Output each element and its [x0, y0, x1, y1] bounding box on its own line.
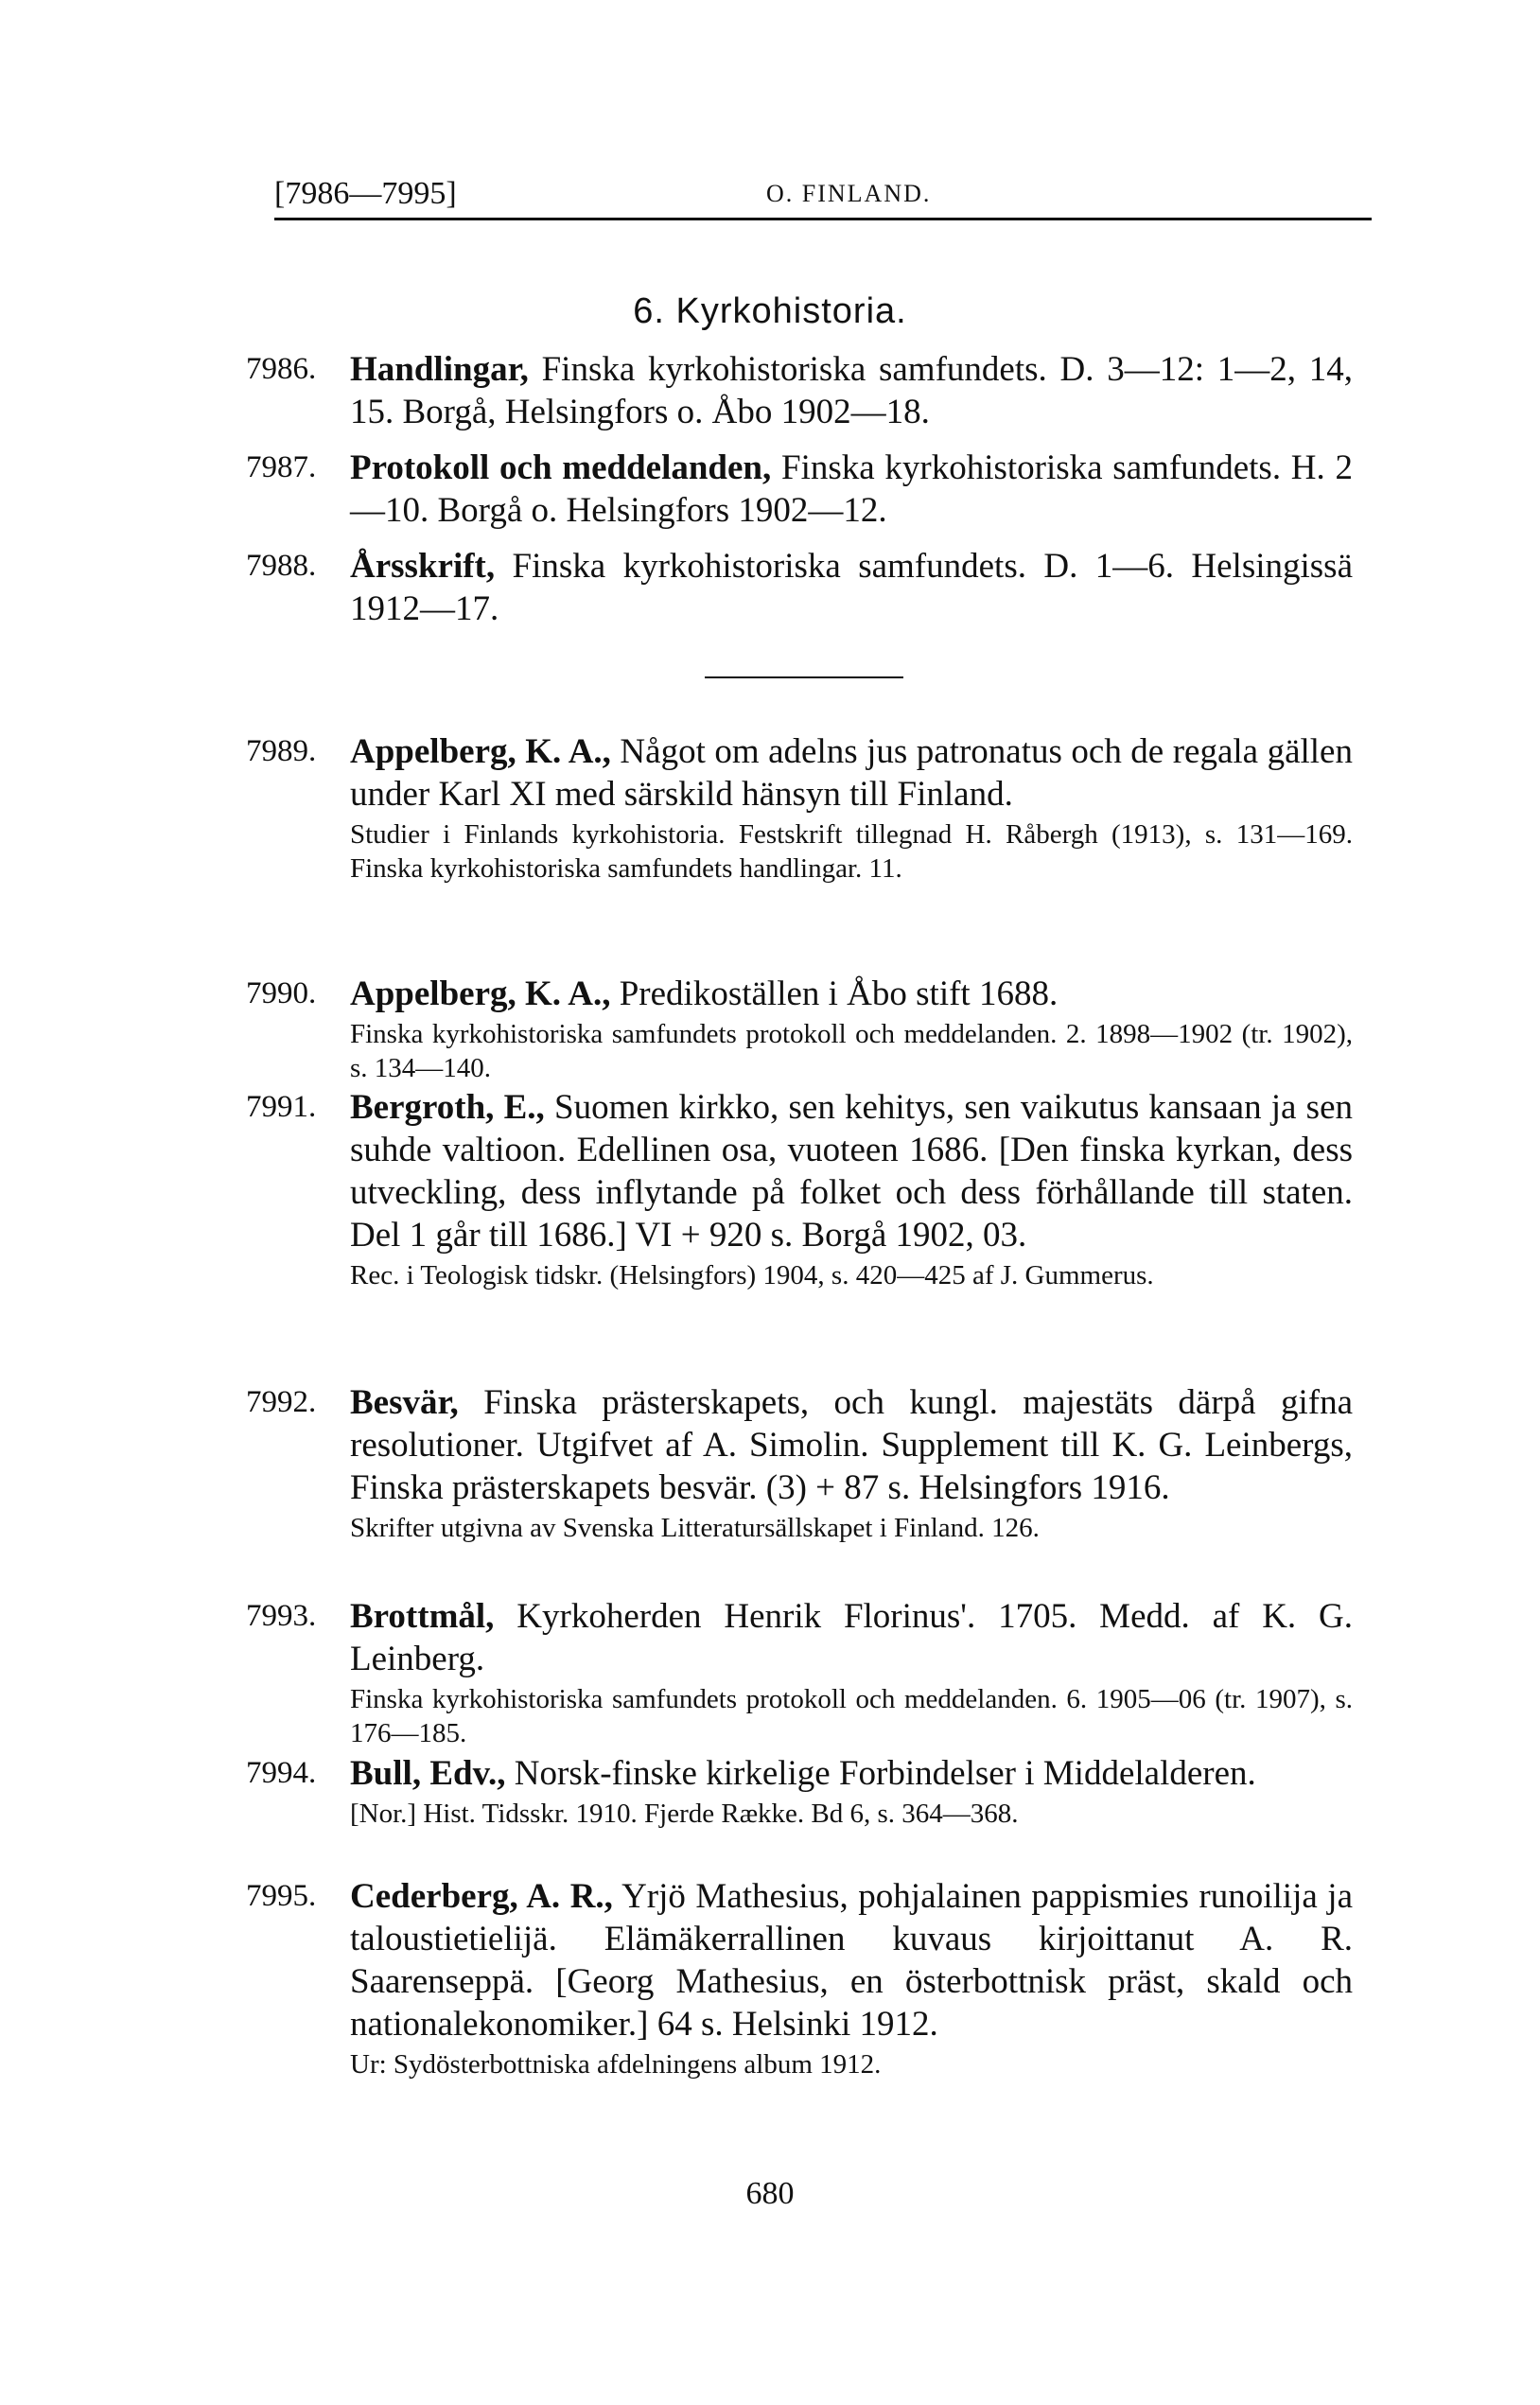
entry-body	[350, 545, 1353, 630]
entry-note: Finska kyrkohistoriska samfundets protokoll och meddelanden. 6. 1905—06 (tr. 1907), s. 176—185.	[350, 1684, 1353, 1748]
entry-text: Norsk-finske kirkelige Forbindelser i Middelalderen.	[505, 1754, 1256, 1793]
entry-heading: Appelberg, K. A.,	[350, 974, 611, 1013]
entry-text: Finska prästerskapets, och kungl. majestäts därpå gifna resolutioner. Utgifvet af A. Simolin. Supplement till K. G. Leinbergs, Finska prästerskapets besvär. (3) + 87 s. Helsingfors 1916.	[350, 1383, 1353, 1507]
entry-text: Något om adelns jus patronatus och de regala gällen under Karl XI med särskild hänsyn till Finland.	[350, 732, 1353, 814]
entry-note: Skrifter utgivna av Svenska Litteratursällskapet i Finland. 126.	[350, 1513, 1040, 1543]
entry-text: Finska kyrkohistoriska samfundets. D. 1—6. Helsingissä 1912—17.	[350, 547, 1353, 628]
entry-body	[350, 1595, 1353, 1680]
entry-heading: Bergroth, E.,	[350, 1088, 545, 1127]
entry-number: 7988.	[246, 549, 317, 583]
bibliography-entry	[246, 730, 1353, 886]
bibliography-entry	[246, 1875, 1353, 2081]
entry-note: Ur: Sydösterbottniska afdelningens album 1912.	[350, 2049, 882, 2080]
entry-body	[350, 1752, 1353, 1795]
entry-heading: Protokoll och meddelanden,	[350, 448, 772, 487]
entry-body	[350, 730, 1353, 816]
entry-note: Rec. i Teologisk tidskr. (Helsingfors) 1904, s. 420—425 af J. Gummerus.	[350, 1260, 1154, 1290]
entry-text: Finska kyrkohistoriska samfundets. D. 3—12: 1—2, 14, 15. Borgå, Helsingfors o. Åbo 1902—18.	[350, 350, 1353, 431]
entry-number: 7995.	[246, 1879, 317, 1913]
entry-note: Studier i Finlands kyrkohistoria. Festskrift tillegnad H. Råbergh (1913), s. 131—169. Finska kyrkohistoriska samfundets handlingar. 11.	[350, 819, 1353, 884]
entry-text: Predikoställen i Åbo stift 1688.	[610, 974, 1059, 1013]
entry-heading: Årsskrift,	[350, 547, 496, 586]
bibliography-entry	[246, 348, 1353, 433]
section-title: 6. Kyrkohistoria.	[633, 291, 907, 331]
entry-range: [7986—7995]	[274, 176, 457, 211]
bibliography-entry	[246, 1086, 1353, 1292]
bibliography-entry	[246, 545, 1353, 630]
entry-text: Finska kyrkohistoriska samfundets. H. 2—10. Borgå o. Helsingfors 1902—12.	[350, 448, 1353, 530]
bibliography-entry	[246, 1752, 1353, 1831]
entry-number: 7991.	[246, 1090, 317, 1124]
entry-text: Kyrkoherden Henrik Florinus'. 1705. Medd. af K. G. Leinberg.	[350, 1597, 1353, 1678]
entry-heading: Brottmål,	[350, 1597, 495, 1636]
entry-number: 7987.	[246, 450, 317, 484]
entry-text: Suomen kirkko, sen kehitys, sen vaikutus kansaan ja sen suhde valtioon. Edellinen osa, vuoteen 1686. [Den finska kyrkan, dess utveckling, dess inflytande på folket och dess förhållande till staten. Del 1 går till 1686.] VI + 920 s. Borgå 1902, 03.	[350, 1088, 1353, 1255]
entry-body	[350, 1086, 1353, 1256]
entry-body	[350, 1875, 1353, 2045]
entry-number: 7993.	[246, 1599, 317, 1633]
entry-note: [Nor.] Hist. Tidsskr. 1910. Fjerde Række. Bd 6, s. 364—368.	[350, 1799, 1019, 1829]
entry-body	[350, 348, 1353, 433]
entry-body	[350, 973, 1353, 1015]
page-number: 680	[745, 2176, 795, 2211]
entry-note: Finska kyrkohistoriska samfundets protokoll och meddelanden. 2. 1898—1902 (tr. 1902), s. 134—140.	[350, 1019, 1353, 1083]
entry-text: Yrjö Mathesius, pohjalainen pappismies runoilija ja taloustietielijä. Elämäkerrallinen kuvaus kirjoittanut A. R. Saarenseppä. [Georg Mathesius, en österbottnisk präst, skald och nationalekonomiker.] 64 s. Helsinki 1912.	[350, 1877, 1354, 2044]
entry-number: 7986.	[246, 352, 317, 386]
entry-number: 7994.	[246, 1756, 317, 1790]
bibliography-entry	[246, 973, 1353, 1085]
entry-number: 7989.	[246, 734, 317, 768]
entry-heading: Handlingar,	[350, 350, 529, 389]
bibliography-entry	[246, 1595, 1353, 1750]
section-heading: O. FINLAND.	[766, 180, 932, 207]
running-head	[274, 176, 1372, 220]
section-divider	[705, 676, 903, 678]
entry-body	[350, 1381, 1353, 1509]
bibliography-entry	[246, 1381, 1353, 1545]
entry-heading: Bull, Edv.,	[350, 1754, 506, 1793]
entry-heading: Besvär,	[350, 1383, 459, 1422]
bibliography-entry	[246, 447, 1353, 532]
entry-heading: Cederberg, A. R.,	[350, 1877, 613, 1916]
entry-heading: Appelberg, K. A.,	[350, 732, 611, 771]
entry-number: 7990.	[246, 976, 317, 1010]
entry-body	[350, 447, 1353, 532]
entry-number: 7992.	[246, 1385, 317, 1419]
